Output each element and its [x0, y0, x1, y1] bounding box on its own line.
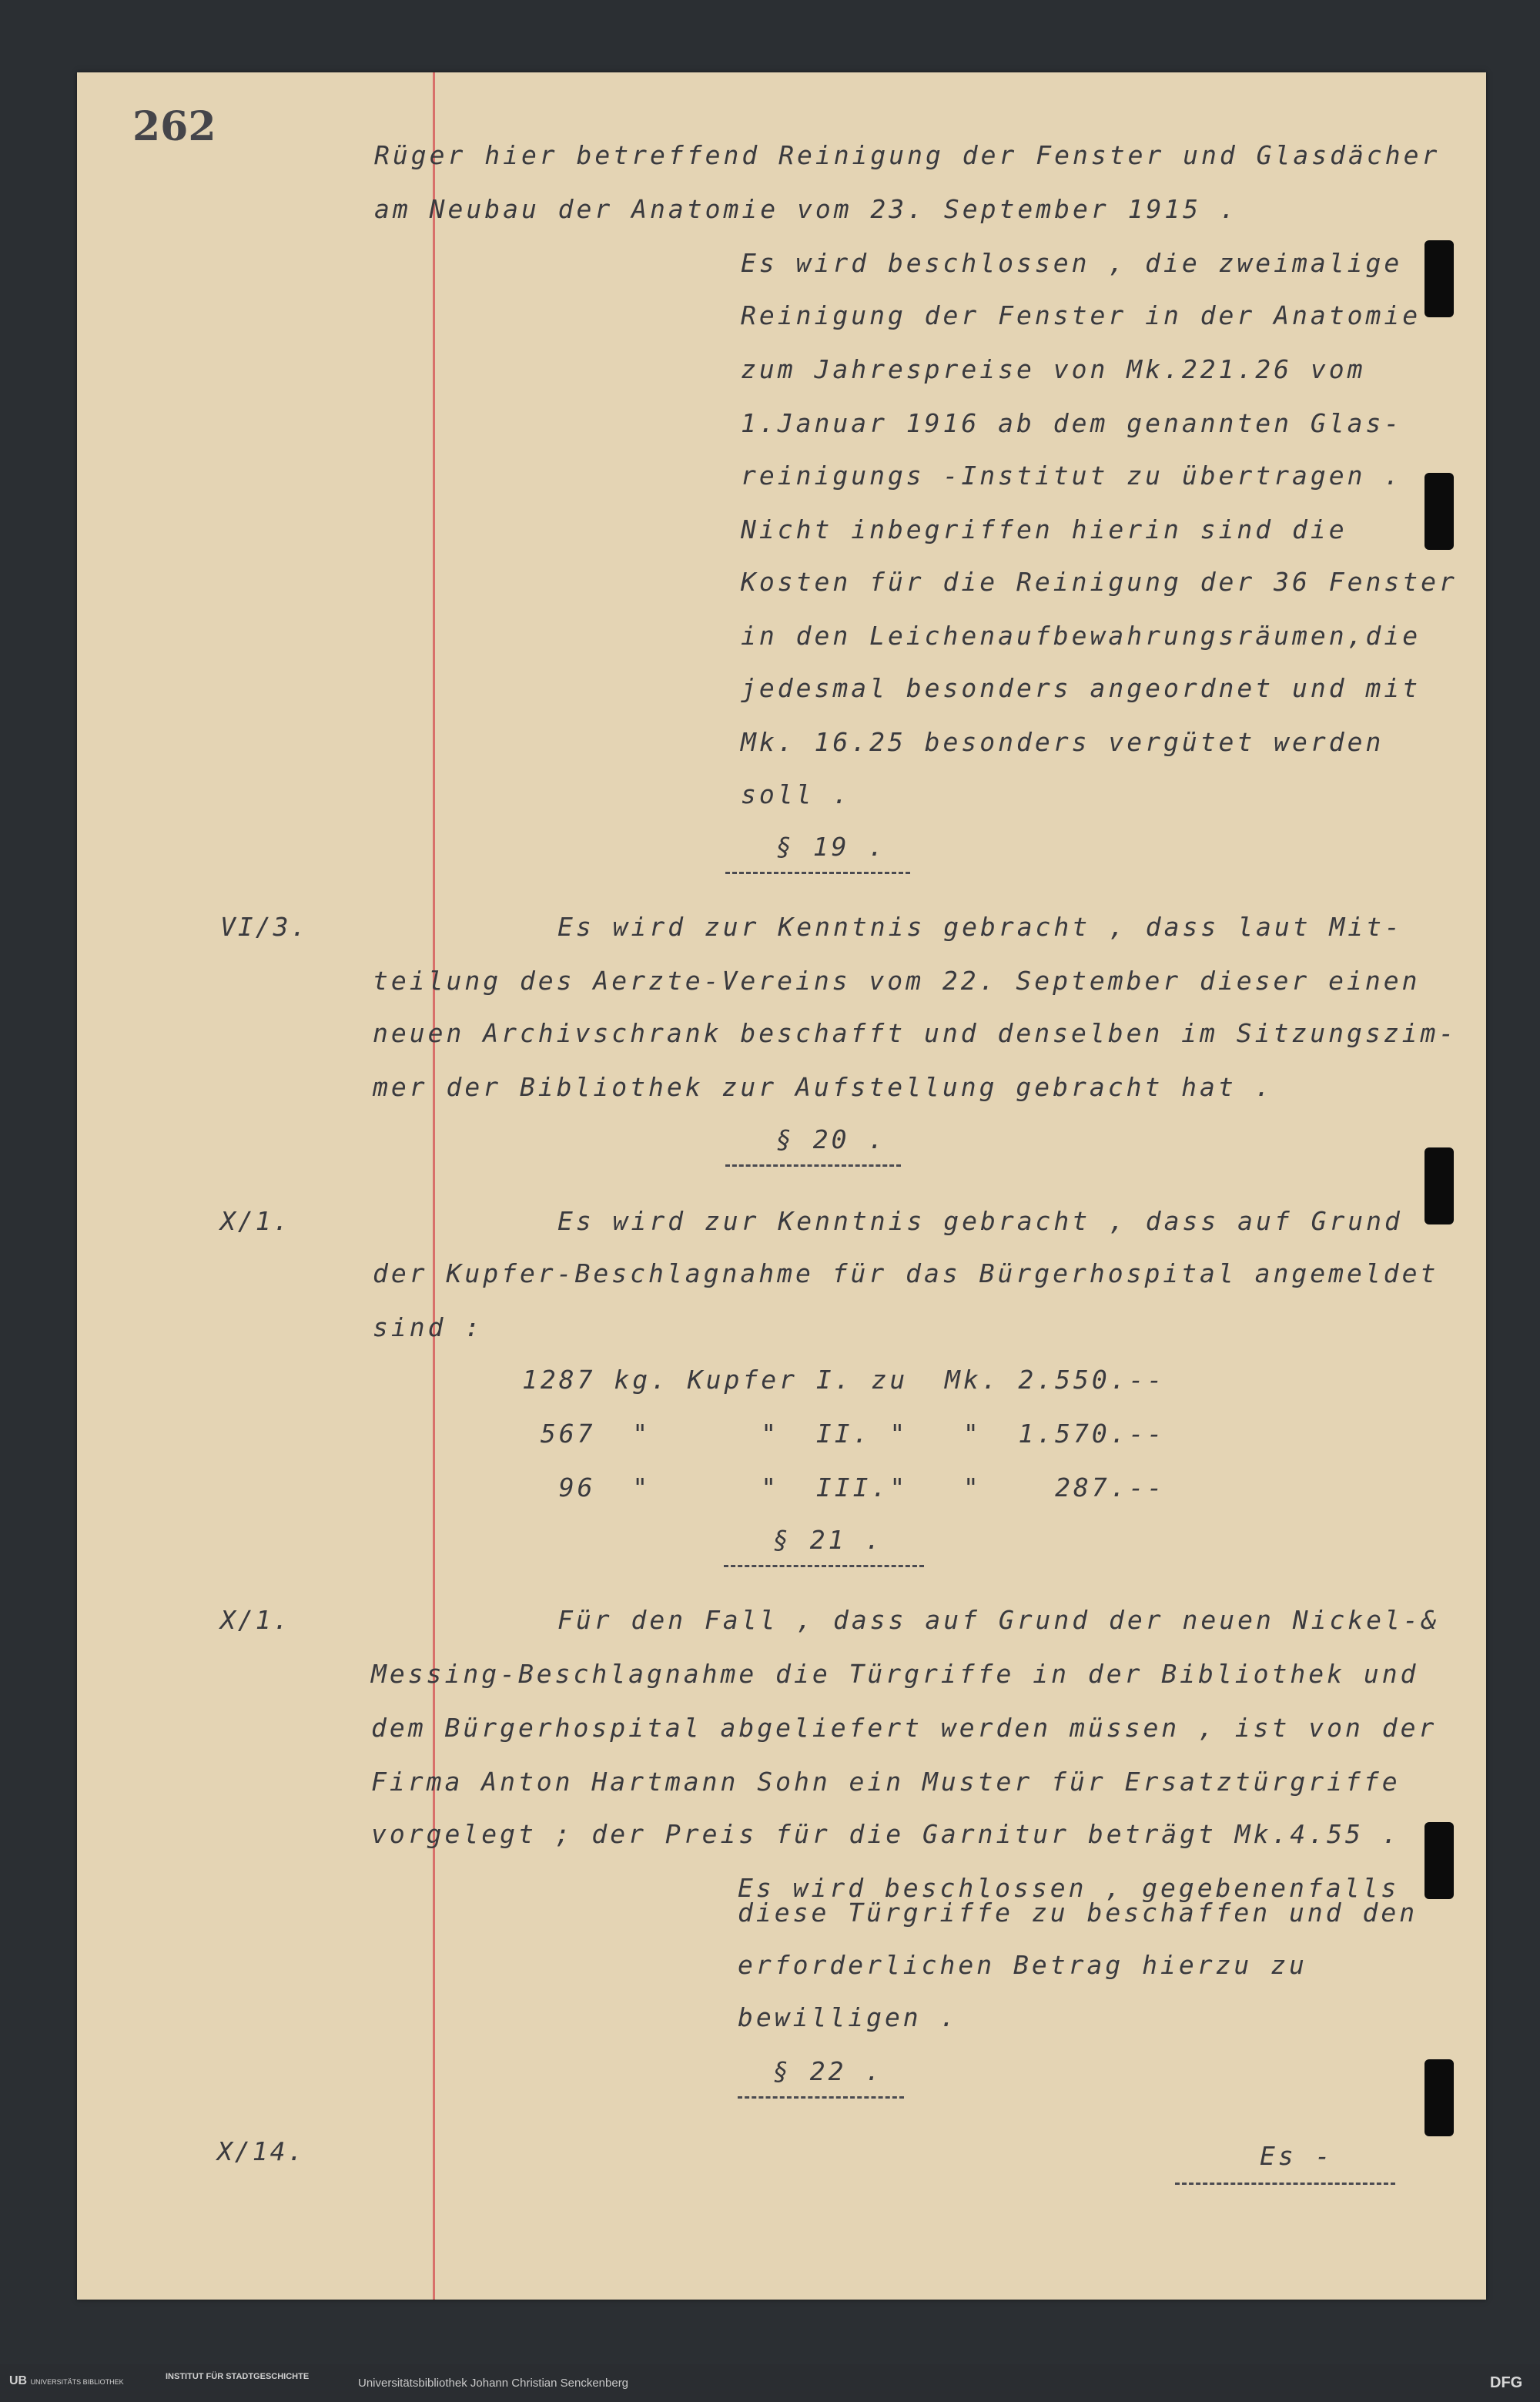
ub-logo-text: UB — [9, 2374, 28, 2387]
text-line: Es wird zur Kenntnis gebracht , dass auf Grund — [557, 1206, 1403, 1236]
text-line: Reinigung der Fenster in der Anatomie — [741, 300, 1421, 330]
binder-hole — [1424, 473, 1454, 550]
text-line: Es wird zur Kenntnis gebracht , dass laut Mit- — [557, 912, 1403, 942]
binder-hole — [1424, 1822, 1454, 1899]
catchword: Es - — [1260, 2141, 1334, 2171]
section-number: § 22 . — [773, 2056, 884, 2086]
text-line: soll . — [741, 779, 852, 809]
text-line: neuen Archivschrank beschafft und denselben im Sitzungszim- — [373, 1018, 1458, 1048]
copper-list-row: 96 " " III." " 287.-- — [522, 1472, 1166, 1503]
text-line: sind : — [373, 1312, 484, 1342]
text-line: erforderlichen Betrag hierzu zu — [738, 1950, 1307, 1980]
section-rule — [724, 1565, 924, 1567]
text-line: 1.Januar 1916 ab dem genannten Glas- — [741, 408, 1403, 438]
institute-logo[interactable]: INSTITUT FÜR STADTGESCHICHTE — [166, 2372, 310, 2381]
binder-hole — [1424, 240, 1454, 317]
copper-list-row: 567 " " II. " " 1.570.-- — [522, 1419, 1166, 1449]
viewer-footer — [0, 2364, 1540, 2402]
closing-rule — [1175, 2183, 1395, 2185]
text-line: Für den Fall , dass auf Grund der neuen Nickel-& — [557, 1605, 1440, 1635]
margin-reference: X/1. — [220, 1605, 291, 1635]
binder-hole — [1424, 1147, 1454, 1224]
text-line: in den Leichenaufbewahrungsräumen,die — [741, 621, 1421, 651]
ub-logo-subtext: UNIVERSITÄTS BIBLIOTHEK — [30, 2378, 124, 2386]
text-line: Mk. 16.25 besonders vergütet werden — [741, 727, 1384, 757]
section-rule — [738, 2096, 904, 2099]
text-line: zum Jahrespreise von Mk.221.26 vom — [741, 354, 1366, 384]
text-line: reinigungs -Institut zu übertragen . — [741, 461, 1403, 491]
library-name: Universitätsbibliothek Johann Christian Senckenberg — [358, 2377, 629, 2390]
text-line: Es wird beschlossen , gegebenenfalls — [738, 1873, 1400, 1903]
margin-reference: X/1. — [220, 1206, 291, 1236]
text-line: Messing-Beschlagnahme die Türgriffe in der Bibliothek und — [371, 1659, 1419, 1689]
text-line: bewilligen . — [738, 2002, 959, 2032]
text-line: am Neubau der Anatomie vom 23. September 1915 . — [374, 194, 1238, 224]
dfg-logo[interactable]: DFG — [1490, 2374, 1523, 2391]
section-rule — [725, 1164, 901, 1167]
section-number: § 20 . — [776, 1124, 887, 1154]
margin-reference: X/14. — [217, 2136, 306, 2166]
text-line: Firma Anton Hartmann Sohn ein Muster für Ersatztürgriffe — [371, 1767, 1401, 1797]
text-line: teilung des Aerzte-Vereins vom 22. September dieser einen — [373, 966, 1421, 996]
page-number: 262 — [132, 103, 216, 150]
binder-hole — [1424, 2059, 1454, 2136]
section-number: § 19 . — [776, 832, 887, 862]
text-line: diese Türgriffe zu beschaffen und den — [738, 1898, 1418, 1928]
text-line: Es wird beschlossen , die zweimalige — [741, 248, 1403, 278]
text-line: vorgelegt ; der Preis für die Garnitur beträgt Mk.4.55 . — [371, 1819, 1401, 1849]
ub-logo[interactable] — [9, 2374, 124, 2388]
section-rule — [725, 872, 910, 874]
margin-line — [433, 72, 435, 2300]
copper-list-row: 1287 kg. Kupfer I. zu Mk. 2.550.-- — [522, 1365, 1166, 1395]
text-line: mer der Bibliothek zur Aufstellung gebracht hat . — [373, 1072, 1274, 1102]
document-page — [77, 72, 1486, 2300]
text-line: Kosten für die Reinigung der 36 Fenster — [741, 567, 1458, 597]
text-line: Rüger hier betreffend Reinigung der Fenster und Glasdächer — [374, 140, 1441, 170]
text-line: jedesmal besonders angeordnet und mit — [741, 673, 1421, 703]
text-line: Nicht inbegriffen hierin sind die — [741, 514, 1348, 544]
margin-reference: VI/3. — [220, 912, 309, 942]
text-line: dem Bürgerhospital abgeliefert werden müssen , ist von der — [371, 1713, 1438, 1743]
section-number: § 21 . — [773, 1525, 884, 1555]
text-line: der Kupfer-Beschlagnahme für das Bürgerhospital angemeldet — [373, 1258, 1439, 1288]
